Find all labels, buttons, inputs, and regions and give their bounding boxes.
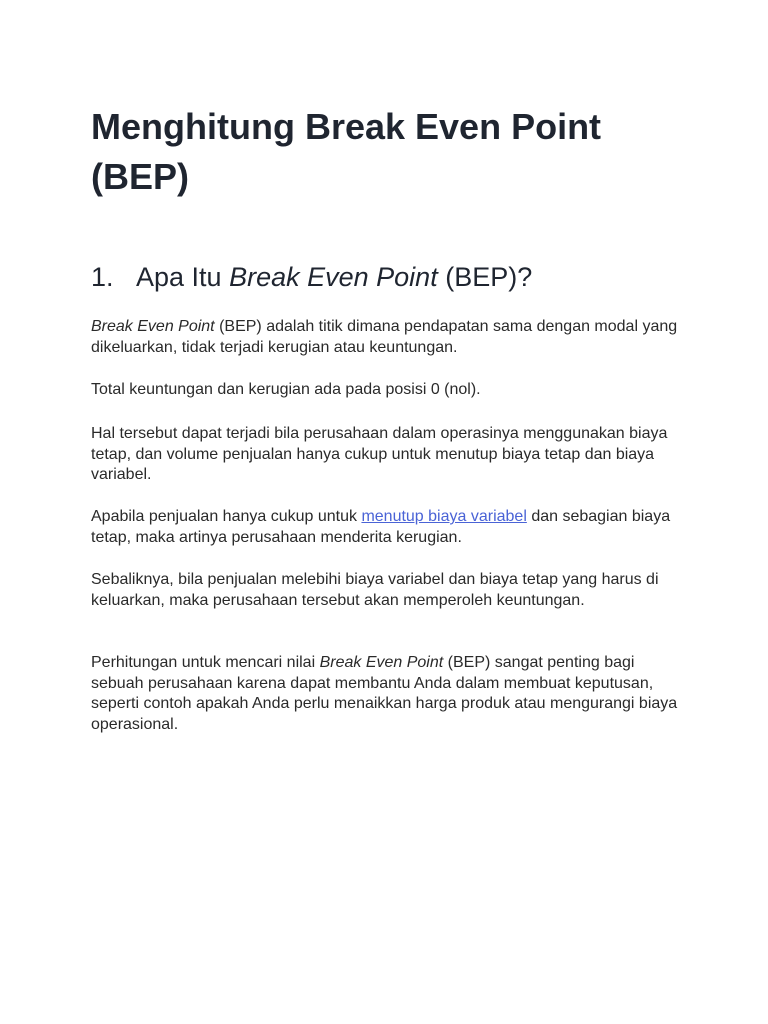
paragraph-text-after-emphasis: (BEP) sangat penting bagi sebuah perusahaan karena dapat membantu Anda dalam membuat keputusan, seperti contoh apakah Anda perlu menaikkan harga produk atau mengurangi biaya operasional. xyxy=(91,654,678,733)
paragraph-emphasis: Break Even Point xyxy=(319,654,444,671)
paragraph-emphasis: Break Even Point xyxy=(91,318,215,335)
paragraph-text: Hal tersebut dapat terjadi bila perusahaan dalam operasinya menggunakan biaya tetap, dan volume penjualan hanya cukup untuk menutup biaya tetap dan biaya variabel. xyxy=(91,425,668,483)
paragraph-definition xyxy=(91,317,687,358)
paragraph-importance xyxy=(91,653,687,735)
section-heading-emphasis: Break Even Point xyxy=(229,262,438,292)
section-heading-suffix: (BEP)? xyxy=(437,262,533,292)
paragraph-text-after-link: dan sebagian biaya tetap, maka artinya perusahaan menderita kerugian. xyxy=(91,508,671,546)
section-heading-1 xyxy=(91,257,691,297)
paragraph-profit xyxy=(91,570,687,611)
paragraph-text: Total keuntungan dan kerugian ada pada posisi 0 (nol). xyxy=(91,381,481,398)
paragraph-condition xyxy=(91,424,687,486)
paragraph-loss xyxy=(91,507,687,548)
paragraph-total xyxy=(91,380,687,401)
paragraph-text-before-emphasis: Perhitungan untuk mencari nilai xyxy=(91,654,320,671)
section-number: 1. xyxy=(91,262,114,292)
paragraph-text: (BEP) adalah titik dimana pendapatan sama dengan modal yang dikeluarkan, tidak terjadi kerugian atau keuntungan. xyxy=(91,318,678,356)
section-heading-prefix: Apa Itu xyxy=(136,262,230,292)
page-title: Menghitung Break Even Point (BEP) xyxy=(91,106,602,197)
paragraph-text: Sebaliknya, bila penjualan melebihi biaya variabel dan biaya tetap yang harus di keluarkan, maka perusahaan tersebut akan memperoleh keuntungan. xyxy=(91,571,659,609)
paragraph-text-before-link: Apabila penjualan hanya cukup untuk xyxy=(91,508,362,525)
link-menutup-biaya-variabel[interactable]: menutup biaya variabel xyxy=(361,508,527,525)
